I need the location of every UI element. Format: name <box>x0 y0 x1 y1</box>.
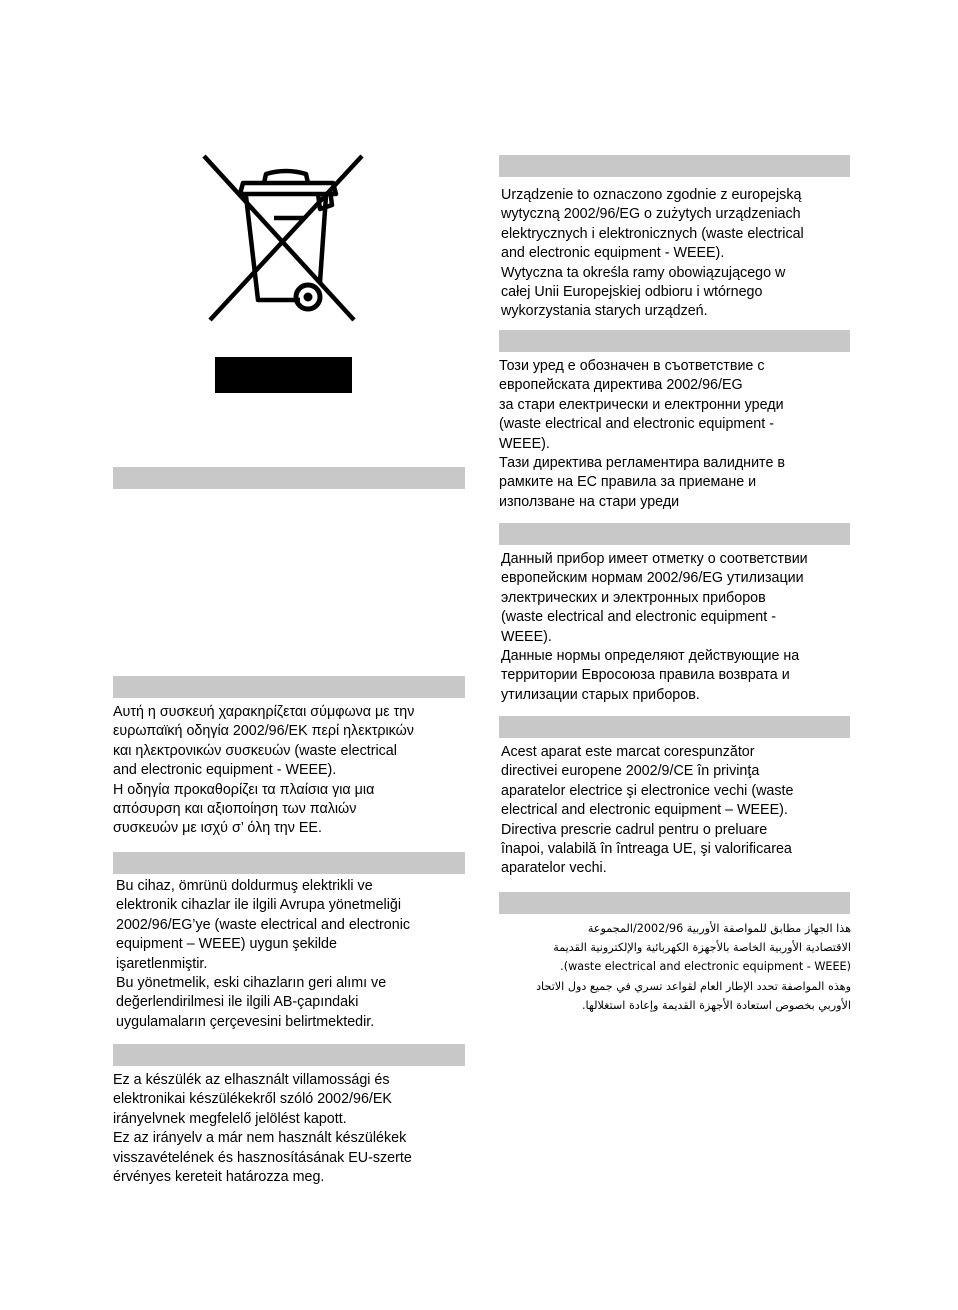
text-russian: Данный прибор имеет отметку о соответствии европейским нормам 2002/96/EG утилизации электрических и электронных приборов (waste electrical and electronic equipment - WEEE). Данные нормы определяют действующие на территории Евросоюза правила возврата и утилизации старых приборов. <box>501 551 808 703</box>
text-arabic: هذا الجهاز مطابق للمواصفة الأوربية 2002/96/المجموعة الاقتصادية الأوربية الخاصة بالأجهزة الكهربائية والإلكترونية القديمة (waste electrical and electronic equipment - WEEE). وهذه المواصفة تحدد الإطار العام لقواعد تسري في جميع دول الاتحاد الأوربي بخصوص استعادة الأجهزة القديمة وإعادة استغلالها. <box>536 922 851 1012</box>
section-header-bulgarian <box>499 330 850 352</box>
section-header-blank <box>113 467 465 489</box>
text-polish: Urządzenie to oznaczono zgodnie z europejską wytyczną 2002/96/EG o zużytych urządzeniach elektrycznych i elektronicznych (waste electrical and electronic equipment - WEEE). Wytyczna ta określa ramy obowiązującego w całej Unii Europejskiej odbioru i wtórnego wykorzystania starych urządzeń. <box>501 187 804 320</box>
text-greek: Αυτή η συσκευή χαρακηρίζεται σύμφωνα με την ευρωπαϊκή οδηγία 2002/96/ΕΚ περί ηλεκτρικών και ηλεκτρονικών συσκευών (waste electrical and electronic equipment - WEEE). Η οδηγία προκαθορίζει τα πλαίσια για μια απόσυρση και αξιοποίηση των παλιών συσκευών με ισχύ σ’ όλη την ΕΕ. <box>113 704 415 837</box>
text-turkish: Bu cihaz, ömrünü doldurmuş elektrikli ve elektronik cihazlar ile ilgili Avrupa yönetmeliği 2002/96/EG’ye (waste electrical and electronic equipment – WEEE) uygun şekilde işaretlenmiştir. Bu yönetmelik, eski cihazların geri alımı ve değerlendirilmesi ile ilgili AB-çapındaki uygulamaların çerçevesini belirtmektedir. <box>116 878 411 1030</box>
section-header-hungarian <box>113 1044 465 1066</box>
section-header-turkish <box>113 852 465 874</box>
text-hungarian: Ez a készülék az elhasznált villamossági és elektronikai készülékekről szóló 2002/96/EK irányelvnek megfelelő jelölést kapott. Ez az irányelv a már nem használt készülékek visszavételének és hasznosításának EU-szerte érvényes kereteit határozza meg. <box>113 1072 412 1186</box>
crossed-out-wheelie-bin-icon <box>196 150 366 325</box>
section-header-romanian <box>499 716 850 738</box>
section-header-greek <box>113 676 465 698</box>
section-header-arabic <box>499 892 850 914</box>
symbol-black-bar <box>215 357 352 393</box>
section-header-polish <box>499 155 850 177</box>
text-bulgarian: Този уред е обозначен в съответствие с европейската директива 2002/96/EG за стари електрически и електронни уреди (waste electrical and electronic equipment - WEEE). Тази директива регламентира валидните в рамките на ЕС правила за приемане и използване на стари уреди <box>499 358 785 510</box>
section-header-russian <box>499 523 850 545</box>
text-romanian: Acest aparat este marcat corespunzător directivei europene 2002/9/CE în privinţa aparatelor electrice şi electronice vechi (waste electrical and electronic equipment – WEEE). Directiva prescrie cadrul pentru o preluare înapoi, valabilă în întreaga UE, şi valorificarea aparatelor vechi. <box>501 744 794 877</box>
